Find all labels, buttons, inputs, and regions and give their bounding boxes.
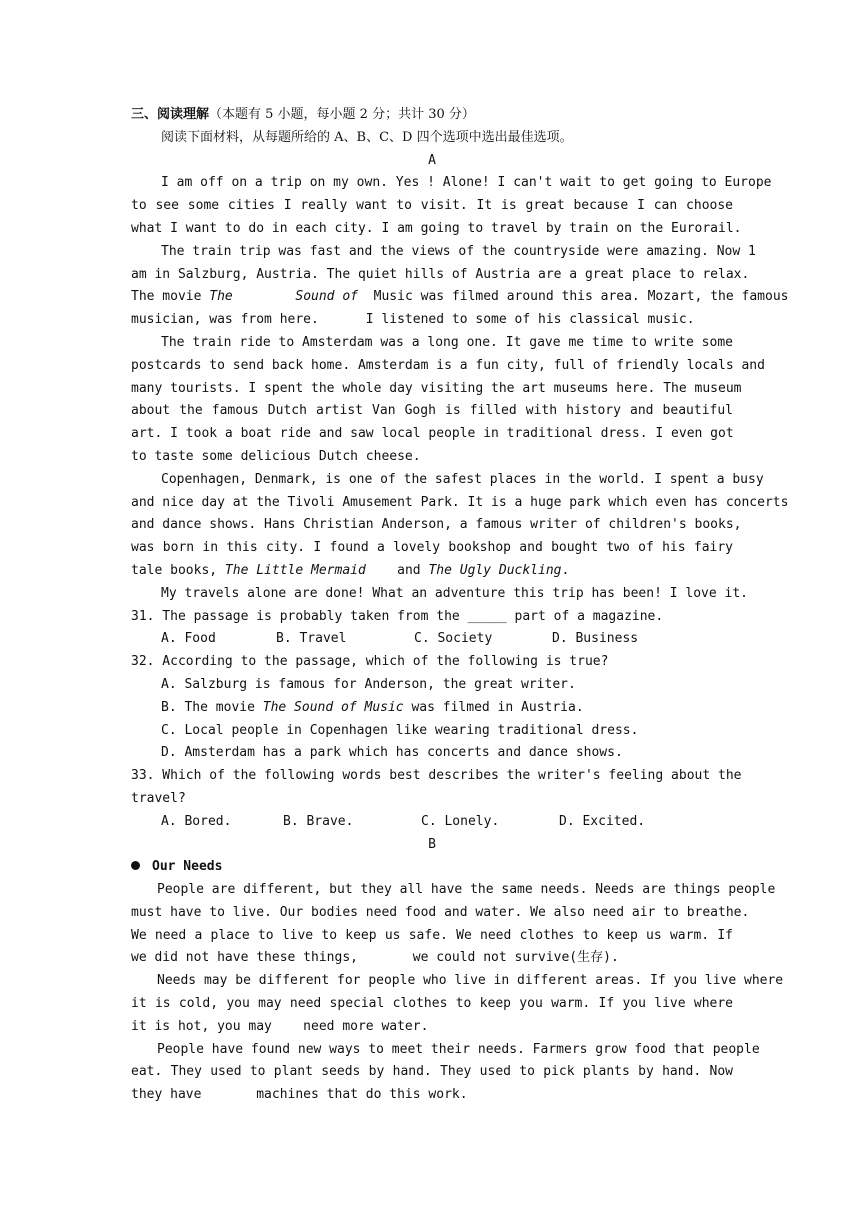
book-title-italic: The Ugly Duckling	[428, 562, 562, 578]
passage-b-p1-line2: must have to live. Our bodies need food and water. We also need air to breathe.	[131, 904, 750, 920]
passage-a-p4-line2: and nice day at the Tivoli Amusement Park. It is a huge park which even has concerts	[131, 494, 789, 510]
movie-title-italic: The Sound of Music	[262, 699, 404, 715]
question-33-stem-line1: 33. Which of the following words best describes the writer's feeling about the	[131, 768, 742, 784]
passage-a-p1-line2: to see some cities I really want to visit. It is great because I can choose	[131, 198, 733, 214]
passage-a-p4-line3: and dance shows. Hans Christian Anderson, a famous writer of children's books,	[131, 517, 742, 533]
passage-b-p2-line3: it is hot, you may need more water.	[131, 1018, 429, 1034]
option-a: A. Bored.	[161, 813, 232, 829]
passage-a-p2-line3	[131, 286, 789, 309]
option-d: D. Excited.	[559, 813, 646, 829]
passage-b-p2-line2: it is cold, you may need special clothes to keep you warm. If you live where	[131, 996, 733, 1012]
passage-b-p3-line3: they have machines that do this work.	[131, 1087, 468, 1103]
option-c: C. Lonely.	[421, 813, 500, 829]
passage-a-p3-line4: about the famous Dutch artist Van Gogh is filled with history and beautiful	[131, 403, 733, 419]
option-a: A. Food	[161, 631, 216, 647]
text-segment: .	[561, 562, 570, 578]
passage-b-p3-line2: eat. They used to plant seeds by hand. They used to pick plants by hand. Now	[131, 1064, 733, 1080]
passage-b-p1-line4: we did not have these things, we could not survive(生存).	[131, 950, 619, 966]
passage-a-p4-line5	[131, 560, 733, 583]
passage-a-label: A	[428, 152, 436, 168]
question-32-option-a: A. Salzburg is famous for Anderson, the great writer.	[161, 676, 576, 692]
text-segment: B. The movie	[161, 699, 263, 715]
passage-a-p2-line2: am in Salzburg, Austria. The quiet hills of Austria are a great place to relax.	[131, 266, 750, 282]
passage-a-p1-line1: I am off on a trip on my own. Yes ! Alone! I can't wait to get going to Europe	[161, 175, 772, 191]
movie-title-italic: The Sound of	[209, 289, 358, 305]
book-title-italic: The Little Mermaid	[224, 562, 366, 578]
passage-a-p5: My travels alone are done! What an adventure this trip has been! I love it.	[161, 585, 748, 601]
passage-b-p2-line1: Needs may be different for people who live in different areas. If you live where	[157, 973, 784, 989]
text-segment: and	[365, 562, 429, 578]
passage-a-p1-line3: what I want to do in each city. I am going to travel by train on the Eurorail.	[131, 220, 742, 236]
passage-a-p3-line3: many tourists. I spent the whole day visiting the art museums here. The museum	[131, 380, 742, 396]
question-32-option-d: D. Amsterdam has a park which has concerts and dance shows.	[161, 745, 623, 761]
passage-a-p4-line1: Copenhagen, Denmark, is one of the safest places in the world. I spent a busy	[161, 471, 764, 487]
passage-b-p1-line3: We need a place to live to keep us safe. We need clothes to keep us warm. If	[131, 927, 733, 943]
question-31-stem: 31. The passage is probably taken from the _____ part of a magazine.	[131, 608, 664, 624]
passage-a-p2-line4: musician, was from here. I listened to some of his classical music.	[131, 312, 695, 328]
question-32-option-b	[131, 697, 733, 720]
passage-a-p2-line1: The train trip was fast and the views of the countryside were amazing. Now 1	[161, 243, 756, 259]
question-31-options	[131, 628, 733, 651]
text-segment: tale books,	[131, 562, 225, 578]
passage-b-label: B	[428, 836, 436, 852]
text-segment: The movie	[131, 289, 210, 305]
question-33-options	[131, 811, 733, 834]
option-b: B. Brave.	[283, 813, 354, 829]
section-instruction: 阅读下面材料，从每题所给的 A、B、C、D 四个选项中选出最佳选项。	[161, 129, 573, 145]
passage-a-p3-line5: art. I took a boat ride and saw local people in traditional dress. I even got	[131, 426, 734, 442]
passage-a-p3-line1: The train ride to Amsterdam was a long one. It gave me time to write some	[161, 334, 733, 350]
option-b: B. Travel	[276, 631, 347, 647]
passage-b-p1-line1: People are different, but they all have the same needs. Needs are things people	[157, 882, 776, 898]
question-32-stem: 32. According to the passage, which of the following is true?	[131, 654, 609, 670]
question-33-stem-line2: travel?	[131, 790, 186, 806]
passage-b-p3-line1: People have found new ways to meet their needs. Farmers grow food that people	[157, 1041, 760, 1057]
option-c: C. Society	[414, 631, 493, 647]
passage-a-p3-line6: to taste some delicious Dutch cheese.	[131, 448, 421, 464]
text-segment: was filmed in Austria.	[403, 699, 584, 715]
section-title: 三、阅读理解	[131, 107, 210, 122]
passage-b-title: Our Needs	[152, 859, 223, 875]
passage-a-p4-line4: was born in this city. I found a lovely bookshop and bought two of his fairy	[131, 540, 733, 556]
bullet-icon	[131, 861, 140, 870]
text-segment: Music was filmed around this area. Mozart, the famous	[358, 289, 789, 305]
passage-a-p3-line2: postcards to send back home. Amsterdam is a fun city, full of friendly locals and	[131, 357, 765, 373]
passage-b-title-row	[131, 856, 733, 879]
section-heading	[131, 104, 733, 127]
exam-page	[131, 104, 789, 1107]
option-d: D. Business	[552, 631, 639, 647]
question-32-option-c: C. Local people in Copenhagen like wearing traditional dress.	[161, 722, 639, 738]
section-scoring-note: （本题有 5 小题，每小题 2 分；共计 30 分）	[209, 107, 475, 122]
